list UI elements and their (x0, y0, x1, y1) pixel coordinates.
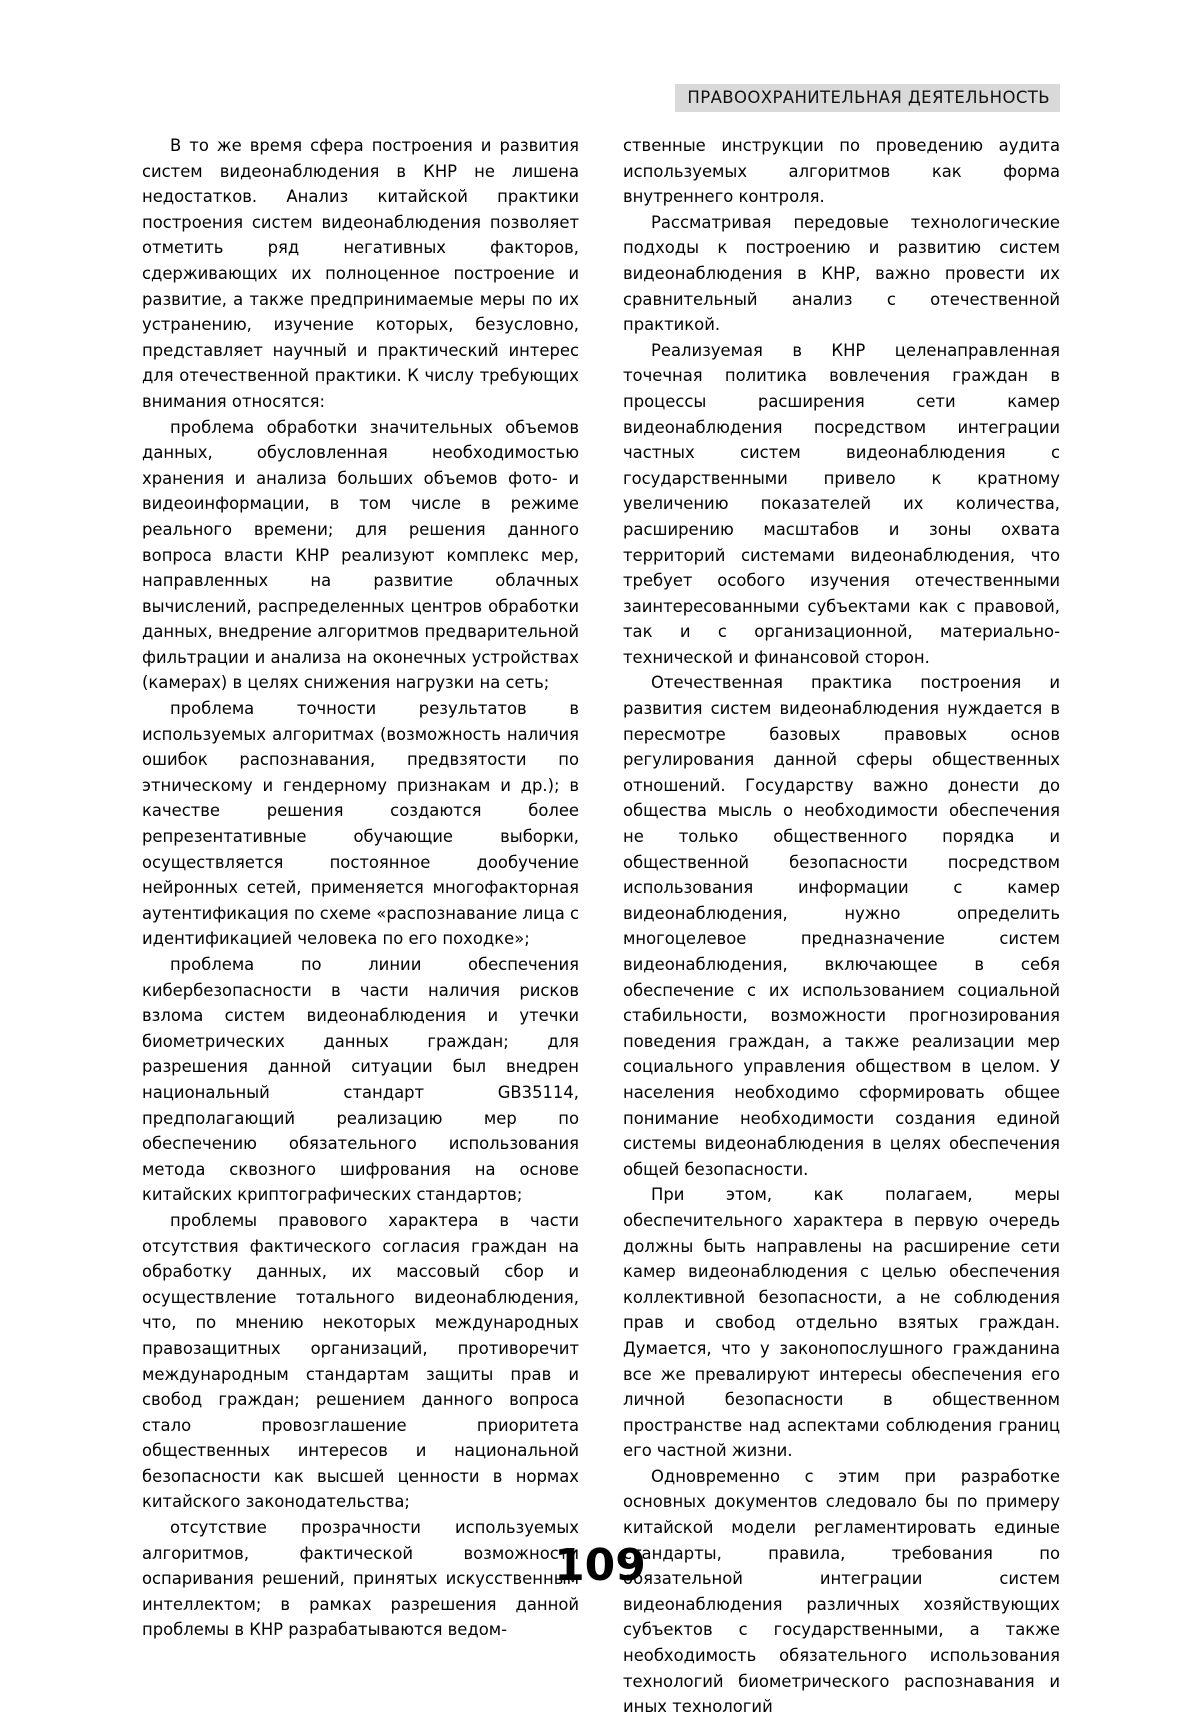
running-head: ПРАВООХРАНИТЕЛЬНАЯ ДЕЯТЕЛЬНОСТЬ (675, 84, 1060, 112)
paragraph: отсутствие прозрачности используемых алгоритмов, фактической возможности оспаривания решений, принятых искусственным интеллектом; в рамках разрешения данной проблемы в КНР разрабатываются ведом- (142, 1518, 579, 1640)
paragraph: В то же время сфера построения и развития систем видеонаблюдения в КНР не лишена недостатков. Анализ китайской практики построения систем видеонаблюдения позволяет отметить ряд негативных факторов, сдерживающих их полноценное построение и развитие, а также предпринимаемые меры по их устранению, изучение которых, безусловно, представляет научный и практический интерес для отечественной практики. К числу требующих внимания относятся: (142, 136, 579, 411)
paragraph: проблема по линии обеспечения кибербезопасности в части наличия рисков взлома систем видеонаблюдения и утечки биометрических данных граждан; для разрешения данной ситуации был внедрен национальный стандарт GB35114, предполагающий реализацию мер по обеспечению обязательного использования метода сквозного шифрования на основе китайских криптографических стандартов; (142, 955, 579, 1205)
left-column (142, 133, 579, 1720)
paragraph: проблема точности результатов в используемых алгоритмах (возможность наличия ошибок распознавания, предвзятости по этническому и гендерному признакам и др.); в качестве решения создаются более репрезентативные обучающие выборки, осуществляется постоянное дообучение нейронных сетей, применяется многофакторная аутентификация по схеме «распознавание лица с идентификацией человека по его походке»; (142, 699, 579, 949)
two-column-body (142, 133, 1060, 1720)
page-number: 109 (554, 1540, 646, 1591)
paragraph: Рассматривая передовые технологические подходы к построению и развитию систем видеонаблюдения в КНР, важно провести их сравнительный анализ с отечественной практикой. (623, 212, 1060, 335)
paragraph: проблемы правового характера в части отсутствия фактического согласия граждан на обработку данных, их массовый сбор и осуществление тотального видеонаблюдения, что, по мнению некоторых международных правозащитных организаций, противоречит международным стандартам защиты прав и свобод граждан; решением данного вопроса стало провозглашение приоритета общественных интересов и национальной безопасности как высшей ценности в нормах китайского законодательства; (142, 1210, 579, 1512)
paragraph: Реализуемая в КНР целенаправленная точечная политика вовлечения граждан в процессы расширения сети камер видеонаблюдения посредством интеграции частных систем видеонаблюдения с государственными привело к кратному увеличению показателей их количества, расширению масштабов и зоны охвата территорий системами видеонаблюдения, что требует особого изучения отечественными заинтересованными субъектами как с правовой, так и с организационной, материально-технической и финансовой сторон. (623, 340, 1060, 667)
paragraph: ственные инструкции по проведению аудита используемых алгоритмов как форма внутреннего контроля. (623, 136, 1060, 207)
paragraph: проблема обработки значительных объемов данных, обусловленная необходимостью хранения и анализа больших объемов фото- и видеоинформации, в том числе в режиме реального времени; для решения данного вопроса власти КНР реализуют комплекс мер, направленных на развитие облачных вычислений, распределенных центров обработки данных, внедрение алгоритмов предварительной фильтрации и анализа на оконечных устройствах (камерах) в целях снижения нагрузки на сеть; (142, 417, 579, 693)
right-column (623, 133, 1060, 1720)
paragraph: Отечественная практика построения и развития систем видеонаблюдения нуждается в пересмотре базовых правовых основ регулирования данной сферы общественных отношений. Государству важно донести до общества мысль о необходимости обеспечения не только общественного порядка и общественной безопасности посредством использования информации с камер видеонаблюдения, нужно определить многоцелевое предназначение систем видеонаблюдения, включающее в себя обеспечение с их использованием социальной стабильности, возможности прогнозирования поведения граждан, а также реализации мер социального управления обществом в целом. У населения необходимо сформировать общее понимание необходимости создания единой системы видеонаблюдения в целях обеспечения общей безопасности. (623, 673, 1060, 1179)
paragraph: Одновременно с этим при разработке основных документов следовало бы по примеру китайской модели регламентировать единые стандарты, правила, требования по обязательной интеграции систем видеонаблюдения различных хозяйствующих субъектов с государственными, а также необходимость обязательного использования технологий биометрического распознавания и иных технологий (623, 1466, 1060, 1717)
paragraph: При этом, как полагаем, меры обеспечительного характера в первую очередь должны быть направлены на расширение сети камер видеонаблюдения с целью обеспечения коллективной безопасности, а не соблюдения прав и свобод отдельно взятых граждан. Думается, что у законопослушного гражданина все же превалируют интересы обеспечения его личной безопасности в общественном пространстве над аспектами соблюдения границ его частной жизни. (623, 1185, 1060, 1461)
